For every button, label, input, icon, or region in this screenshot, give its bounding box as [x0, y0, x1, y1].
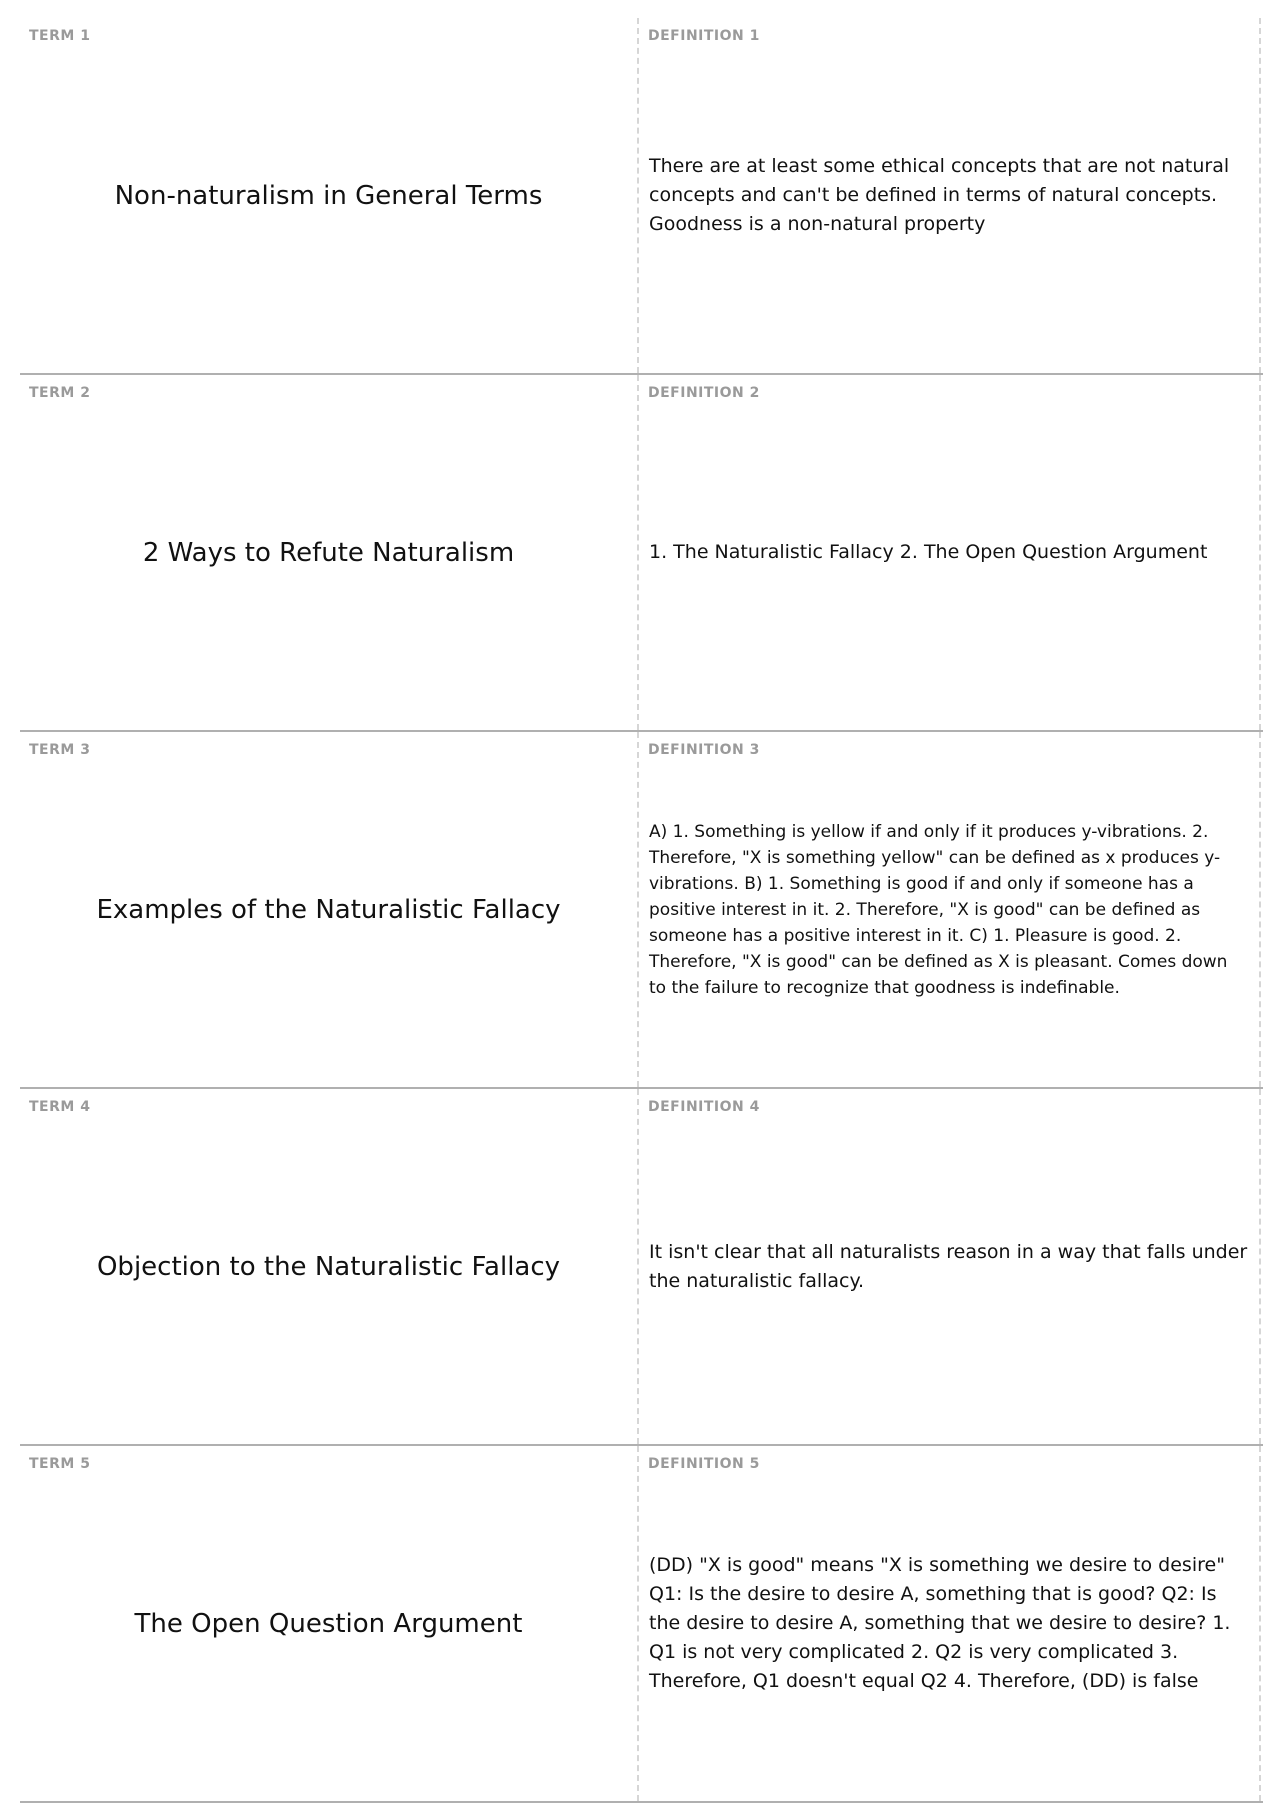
term-text: Examples of the Naturalistic Fallacy: [96, 894, 561, 925]
definition-label: DEFINITION 3: [648, 742, 760, 758]
definition-body: 1. The Naturalistic Fallacy 2. The Open Question Argument: [649, 541, 1208, 563]
term-text: Non-naturalism in General Terms: [114, 180, 543, 211]
definition-cell: [639, 732, 1261, 1087]
definition-cell: [639, 1446, 1261, 1801]
definition-text: [649, 732, 1249, 1087]
term-label: TERM 4: [29, 1099, 91, 1115]
term-text: 2 Ways to Refute Naturalism: [142, 537, 515, 568]
term-cell: [20, 732, 639, 1087]
definition-cell: [639, 375, 1261, 730]
definition-body: (DD) "X is good" means "X is something we desire to desire" Q1: Is the desire to desire A, something that is good? Q2: Is the desire to desire A, something that we desire to desire? 1. Q1 is not very complicated 2. Q2 is very complicated 3. Therefore, Q1 doesn't equal Q2 4. Therefore, (DD) is false: [649, 1554, 1231, 1692]
definition-body: It isn't clear that all naturalists reason in a way that falls under the naturalistic fallacy.: [649, 1240, 1248, 1292]
term-cell: [20, 1446, 639, 1801]
term-cell: [20, 18, 639, 373]
definition-body: There are at least some ethical concepts that are not natural concepts and can't be defined in terms of natural concepts. Goodness is a non-natural property: [649, 155, 1230, 235]
term-text: The Open Question Argument: [134, 1608, 523, 1639]
definition-cell: [639, 18, 1261, 373]
term-cell: [20, 1089, 639, 1444]
term-cell: [20, 375, 639, 730]
card-row-4: [20, 1089, 1263, 1446]
definition-text: [649, 375, 1249, 730]
definition-label: DEFINITION 5: [648, 1456, 760, 1472]
definition-body: A) 1. Something is yellow if and only if it produces y-vibrations. 2. Therefore, "X is something yellow" can be defined as x produces y-vibrations. B) 1. Something is good if and only if someone has a positive interest in it. 2. Therefore, "X is good" can be defined as someone has a positive interest in it. C) 1. Pleasure is good. 2. Therefore, "X is good" can be defined as X is pleasant. Comes down to the failure to recognize that goodness is indefinable.: [649, 821, 1228, 998]
term-text: Objection to the Naturalistic Fallacy: [96, 1251, 561, 1282]
card-row-3: [20, 732, 1263, 1089]
term-label: TERM 3: [29, 742, 91, 758]
definition-label: DEFINITION 2: [648, 385, 760, 401]
definition-text: [649, 1089, 1249, 1444]
flashcard-sheet: [20, 18, 1263, 1803]
definition-text: [649, 1446, 1249, 1801]
definition-label: DEFINITION 4: [648, 1099, 760, 1115]
term-label: TERM 1: [29, 28, 91, 44]
term-label: TERM 2: [29, 385, 91, 401]
definition-cell: [639, 1089, 1261, 1444]
definition-text: [649, 18, 1249, 373]
card-row-2: [20, 375, 1263, 732]
card-row-1: [20, 18, 1263, 375]
term-label: TERM 5: [29, 1456, 91, 1472]
definition-label: DEFINITION 1: [648, 28, 760, 44]
card-row-5: [20, 1446, 1263, 1803]
